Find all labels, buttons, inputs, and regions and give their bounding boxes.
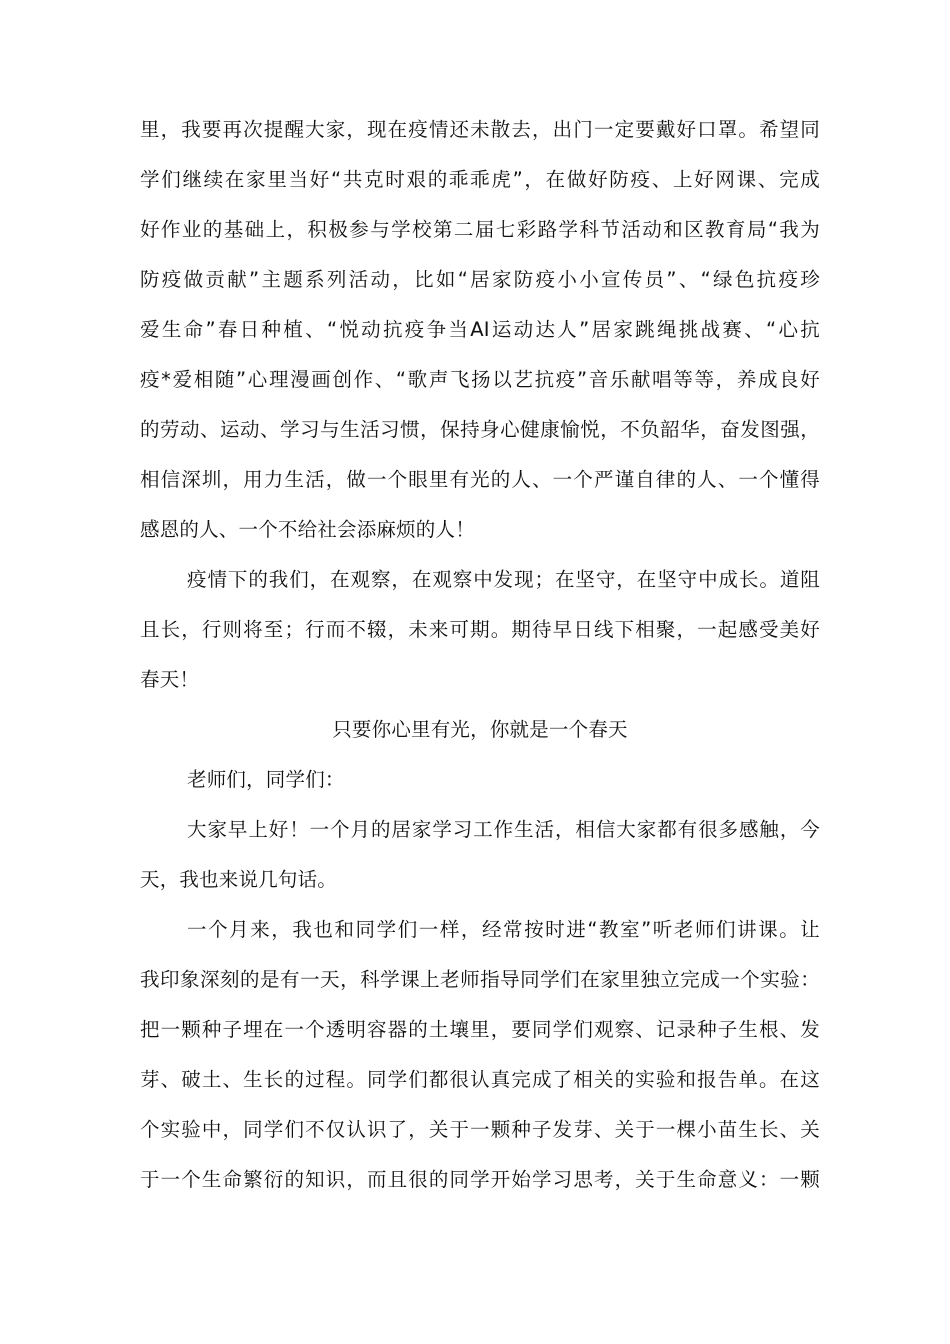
paragraph-line: 天，我也来说几句话。 bbox=[140, 868, 338, 891]
paragraph-line: 疫*爱相随”心理漫画创作、“歌声飞扬以艺抗疫”音乐献唱等等，养成良好 bbox=[140, 368, 820, 391]
paragraph-line: 个实验中，同学们不仅认识了，关于一颗种子发芽、关于一棵小苗生长、关 bbox=[140, 1118, 820, 1141]
paragraph-line: 好作业的基础上，积极参与学校第二届七彩路学科节活动和区教育局“我为 bbox=[140, 218, 820, 241]
paragraph-line: 我印象深刻的是有一天，科学课上老师指导同学们在家里独立完成一个实验： bbox=[140, 968, 820, 991]
paragraph-line: 疫情下的我们，在观察，在观察中发现；在坚守，在坚守中成长。道阻 bbox=[187, 568, 820, 591]
paragraph-line: 春天！ bbox=[140, 668, 200, 691]
paragraph-line: 里，我要再次提醒大家，现在疫情还未散去，出门一定要戴好口罩。希望同 bbox=[140, 118, 820, 141]
paragraph-line: 芽、破土、生长的过程。同学们都很认真完成了相关的实验和报告单。在这 bbox=[140, 1068, 820, 1091]
paragraph-line: 且长，行则将至；行而不辍，未来可期。期待早日线下相聚，一起感受美好 bbox=[140, 618, 820, 641]
paragraph-line: 大家早上好！一个月的居家学习工作生活，相信大家都有很多感触，今 bbox=[187, 818, 820, 841]
paragraph-line: 感恩的人、一个不给社会添麻烦的人！ bbox=[140, 518, 475, 541]
paragraph-line: 爱生命”春日种植、“悦动抗疫争当AI运动达人”居家跳绳挑战赛、“心抗 bbox=[140, 318, 820, 341]
paragraph-line: 学们继续在家里当好“共克时艰的乖乖虎”，在做好防疫、上好网课、完成 bbox=[140, 168, 820, 191]
paragraph-line: 防疫做贡献”主题系列活动，比如“居家防疫小小宣传员”、“绿色抗疫珍 bbox=[140, 268, 820, 291]
paragraph-line: 于一个生命繁衍的知识，而且很的同学开始学习思考，关于生命意义：一颗 bbox=[140, 1168, 820, 1191]
paragraph-line: 的劳动、运动、学习与生活习惯，保持身心健康愉悦，不负韶华，奋发图强， bbox=[140, 418, 820, 441]
paragraph-line: 相信深圳，用力生活，做一个眼里有光的人、一个严谨自律的人、一个懂得 bbox=[140, 468, 820, 491]
paragraph-line: 一个月来，我也和同学们一样，经常按时进“教室”听老师们讲课。让 bbox=[187, 918, 820, 941]
section-title: 只要你心里有光，你就是一个春天 bbox=[332, 718, 628, 741]
salutation: 老师们，同学们： bbox=[187, 768, 345, 791]
paragraph-line: 把一颗种子埋在一个透明容器的土壤里，要同学们观察、记录种子生根、发 bbox=[140, 1018, 820, 1041]
